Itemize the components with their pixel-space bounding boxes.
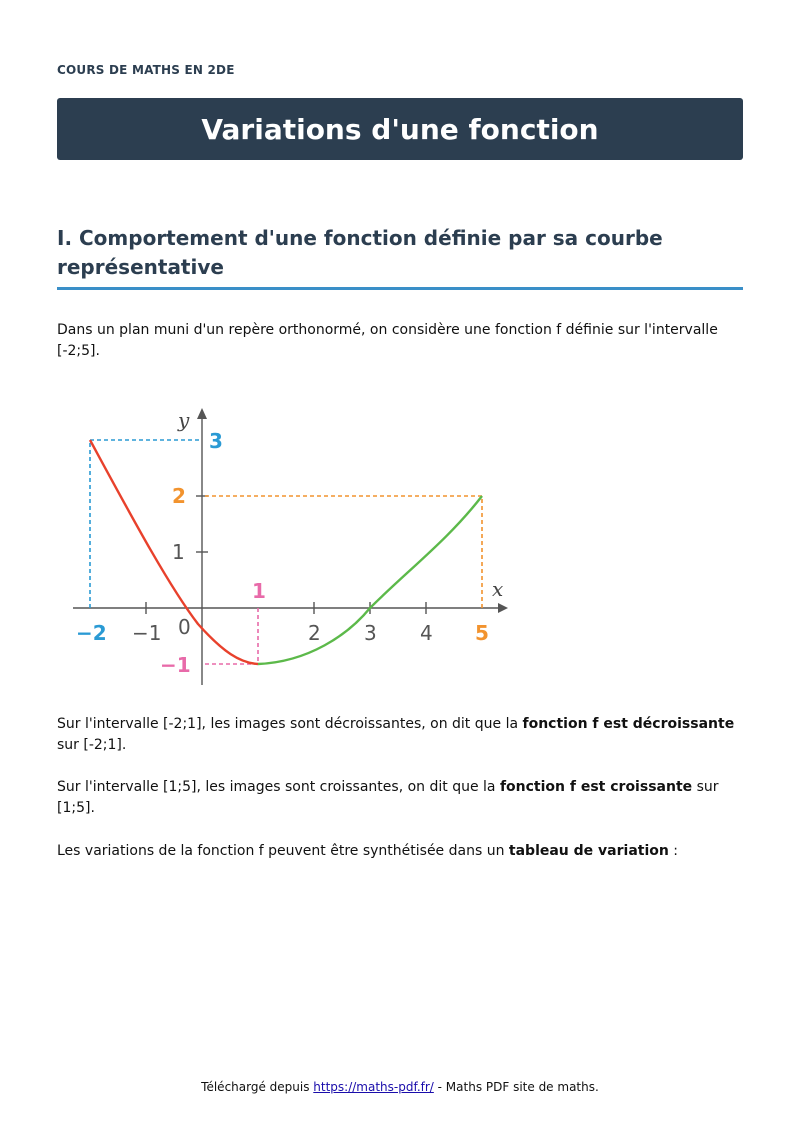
paragraph-text: Sur l'intervalle [-2;1], les images sont décroissantes, on dit que la: [57, 716, 523, 732]
section-title: I. Comportement d'une fonction définie par sa courbe représentative: [57, 226, 663, 279]
section-divider: [57, 287, 743, 290]
intro-paragraph: Dans un plan muni d'un repère orthonormé, on considère une fonction f définie sur l'intervalle [-2;5].: [57, 322, 718, 359]
y-axis-arrow: [197, 408, 207, 419]
title-banner: [57, 98, 743, 160]
paragraph-text: Sur l'intervalle [1;5], les images sont croissantes, on dit que la: [57, 779, 500, 795]
paragraph-text: sur [1;5].: [57, 779, 719, 816]
x-tick-label: 4: [420, 621, 433, 645]
x-tick-label: 3: [364, 621, 377, 645]
paragraph-text: sur [-2;1].: [57, 737, 127, 753]
y-axis-label: y: [178, 408, 190, 432]
increasing-paragraph: [57, 777, 747, 819]
key-term: fonction f est décroissante: [522, 716, 735, 732]
paragraph-text: Les variations de la fonction f peuvent être synthétisée dans un: [57, 843, 509, 859]
y-tick-label: 3: [209, 429, 223, 453]
x-highlight-label: 1: [252, 579, 266, 603]
variation-table-paragraph: [57, 841, 747, 862]
key-term: tableau de variation: [508, 843, 669, 859]
footer-suffix: - Maths PDF site de maths.: [433, 1080, 599, 1094]
y-tick-label: 1: [172, 540, 185, 564]
footer: [0, 1080, 800, 1094]
x-axis-label: x: [492, 577, 504, 601]
x-tick-label: 2: [308, 621, 321, 645]
course-label: COURS DE MATHS EN 2DE: [57, 63, 235, 77]
page-title: Variations d'une fonction: [201, 112, 599, 146]
footer-prefix: Téléchargé depuis: [201, 1080, 314, 1094]
x-tick-label: 5: [475, 621, 489, 645]
x-axis-arrow: [498, 603, 508, 613]
decreasing-paragraph: [57, 714, 747, 756]
guide-blue: [90, 440, 202, 608]
function-graph: [68, 400, 528, 690]
y-tick-label: −1: [160, 653, 191, 677]
x-tick-label: 0: [178, 615, 191, 639]
x-tick-label: −2: [76, 621, 107, 645]
footer-link[interactable]: https://maths-pdf.fr/: [313, 1080, 434, 1094]
paragraph-text: :: [668, 843, 679, 859]
key-term: fonction f est croissante: [499, 779, 693, 795]
y-tick-label: 2: [172, 484, 186, 508]
guide-orange: [202, 496, 482, 608]
x-tick-label: −1: [132, 621, 162, 645]
